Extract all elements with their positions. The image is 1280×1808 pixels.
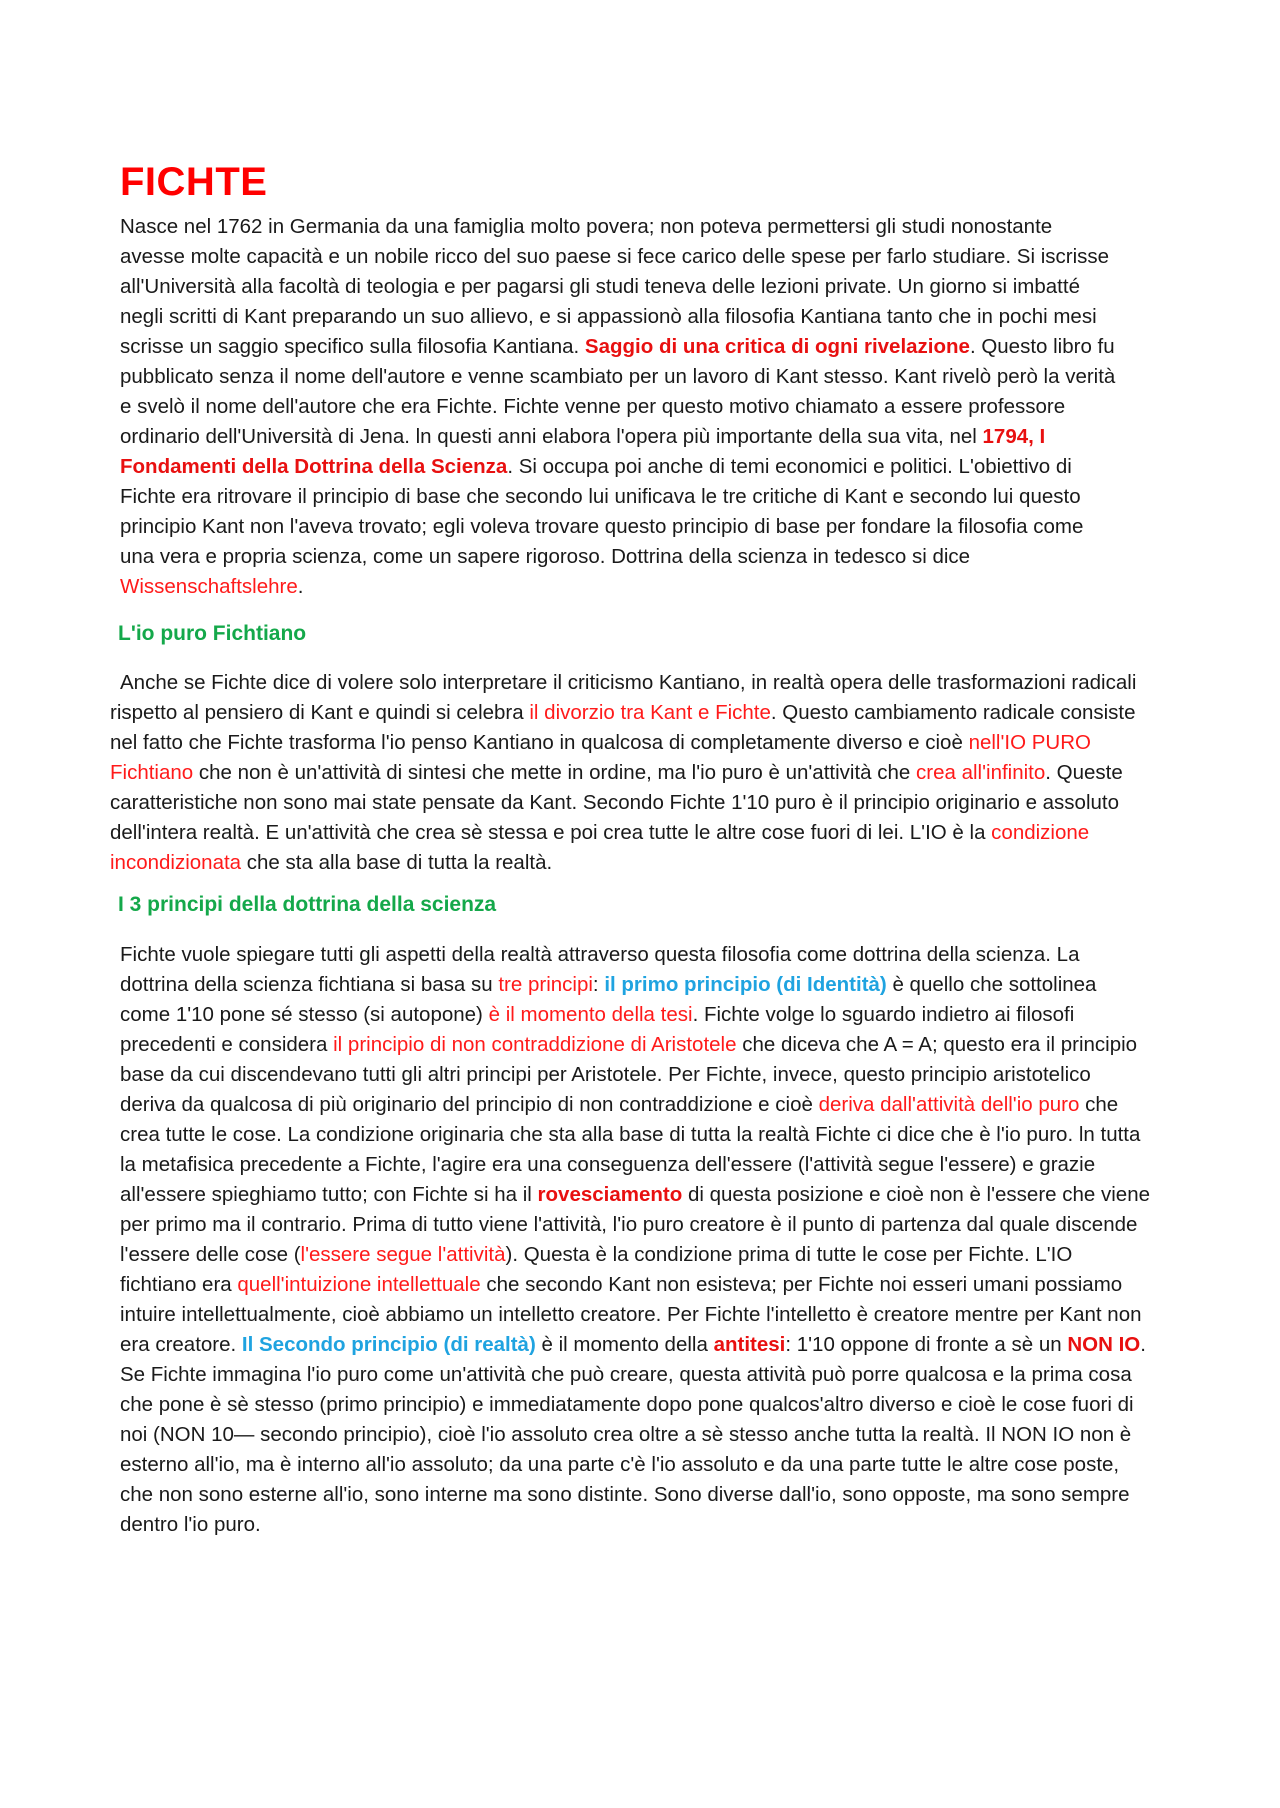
text-run: è il momento della [535, 1333, 714, 1356]
section-paragraph-io-puro [110, 668, 1142, 878]
highlighted-text: condizione incondizionata [110, 821, 1090, 874]
highlighted-text: rovesciamento [537, 1183, 683, 1206]
text-run: Anche se Fichte dice di volere solo interpretare il criticismo Kantiano, in realtà opera delle trasformazioni radicali rispetto al pensiero di Kant e quindi si celebra [110, 671, 1137, 724]
text-run: di questa posizione e cioè non è l'essere che viene per primo ma il contrario. Prima di tutto viene l'attività, l'io puro creatore è il punto di partenza dal quale discende l'essere delle cose ( [120, 1183, 1150, 1266]
text-run: : [592, 973, 605, 996]
highlighted-text: il divorzio tra Kant e Fichte [529, 701, 771, 724]
highlighted-text: Saggio di una critica di ogni rivelazione [584, 335, 970, 358]
text-run: . Si occupa poi anche di temi economici e politici. L'obiettivo di Fichte era ritrovare il principio di base che secondo lui unificava le tre critiche di Kant e secondo lui questo principio Kant non l'aveva trovato; egli voleva trovare questo principio di base per fondare la filosofia come una vera e propria scienza, come un sapere rigoroso. Dottrina della scienza in tedesco si dice [120, 455, 1084, 568]
highlighted-text: tre principi [498, 973, 593, 996]
highlighted-text: Il Secondo principio (di realtà) [241, 1333, 536, 1356]
section-heading-io-puro: L'io puro Fichtiano [118, 622, 307, 645]
text-run: . Se Fichte immagina l'io puro come un'attività che può creare, questa attività può porre qualcosa e la prima cosa che pone è sè stesso (primo principio) e immediatamente dopo pone qualcos'altro diverso e cioè le cose fuori di noi (NON 10— secondo principio), cioè l'io assoluto crea oltre a sè stesso anche tutta la realtà. Il NON IO non è esterno all'io, ma è interno all'io assoluto; da una parte c'è l'io assoluto e da una parte tutte le altre cose poste, che non sono esterne all'io, sono interne ma sono distinte. Sono diverse dall'io, sono opposte, ma sono sempre dentro l'io puro. [120, 1333, 1146, 1536]
text-run: . [297, 575, 304, 598]
highlighted-text: 1794, I Fondamenti della Dottrina della Scienza [120, 425, 1046, 478]
highlighted-text: il principio di non contraddizione di Aristotele [333, 1033, 737, 1056]
highlighted-text: Wissenschaftslehre [120, 575, 298, 598]
text-run: . Questo cambiamento radicale consiste nel fatto che Fichte trasforma l'io penso Kantiano in qualcosa di completamente diverso e cioè [110, 701, 1136, 754]
text-run: ). Questa è la condizione prima di tutte le cose per Fichte. L'IO fichtiano era [120, 1243, 1073, 1296]
highlighted-text: crea all'infinito [916, 761, 1046, 784]
highlighted-text: quell'intuizione intellettuale [237, 1273, 481, 1296]
text-run: Fichte vuole spiegare tutti gli aspetti della realtà attraverso questa filosofia come dottrina della scienza. La dottrina della scienza fichtiana si basa su [120, 943, 1080, 996]
text-run: che diceva che A = A; questo era il principio base da cui discendevano tutti gli altri principi per Aristotele. Per Fichte, invece, questo principio aristotelico deriva da qualcosa di più originario del principio di non contraddizione e cioè [120, 1033, 1138, 1116]
section-paragraph-tre-principi [120, 940, 1150, 1540]
text-run: che crea tutte le cose. La condizione originaria che sta alla base di tutta la realtà Fichte ci dice che è l'io puro. ln tutta la metafisica precedente a Fichte, l'agire era una conseguenza dell'essere (l'attività segue l'essere) e grazie all'essere spieghiamo tutto; con Fichte si ha il [120, 1093, 1141, 1206]
page-title: FICHTE [120, 160, 268, 204]
text-run: che secondo Kant non esisteva; per Fichte noi esseri umani possiamo intuire intellettualmente, cioè abbiamo un intelletto creatore. Per Fichte l'intelletto è creatore mentre per Kant non era creatore. [120, 1273, 1142, 1356]
text-run: che sta alla base di tutta la realtà. [241, 851, 553, 874]
text-run: . Questo libro fu pubblicato senza il nome dell'autore e venne scambiato per un lavoro di Kant stesso. Kant rivelò però la verità e svelò il nome dell'autore che era Fichte. Fichte venne per questo motivo chiamato a essere professore ordinario dell'Università di Jena. ln questi anni elabora l'opera più importante della sua vita, nel [120, 335, 1116, 448]
text-run: è quello che sottolinea come 1'10 pone sé stesso (si autopone) [120, 973, 1097, 1026]
text-run: . Fichte volge lo sguardo indietro ai filosofi precedenti e considera [120, 1003, 1075, 1056]
highlighted-text: l'essere segue l'attività [300, 1243, 506, 1266]
text-run: : 1'10 oppone di fronte a sè un [785, 1333, 1068, 1356]
highlighted-text: il primo principio (di Identità) [604, 973, 887, 996]
highlighted-text: è il momento della tesi [488, 1003, 693, 1026]
highlighted-text: NON IO [1067, 1333, 1141, 1356]
section-heading-tre-principi: I 3 principi della dottrina della scienza [118, 893, 497, 916]
highlighted-text: deriva dall'attività dell'io puro [818, 1093, 1080, 1116]
text-run: . Queste caratteristiche non sono mai state pensate da Kant. Secondo Fichte 1'10 puro è il principio originario e assoluto dell'intera realtà. E un'attività che crea sè stessa e poi crea tutte le altre cose fuori di lei. L'IO è la [110, 761, 1123, 844]
highlighted-text: nell'IO PURO Fichtiano [110, 731, 1091, 784]
text-run: che non è un'attività di sintesi che mette in ordine, ma l'io puro è un'attività che [193, 761, 917, 784]
intro-paragraph [120, 212, 1120, 602]
text-run: Nasce nel 1762 in Germania da una famiglia molto povera; non poteva permettersi gli studi nonostante avesse molte capacità e un nobile ricco del suo paese si fece carico delle spese per farlo studiare. Si iscrisse all'Università alla facoltà di teologia e per pagarsi gli studi teneva delle lezioni private. Un giorno si imbatté negli scritti di Kant preparando un suo allievo, e si appassionò alla filosofia Kantiana tanto che in pochi mesi scrisse un saggio specifico sulla filosofia Kantiana. [120, 215, 1110, 358]
highlighted-text: antitesi [713, 1333, 786, 1356]
